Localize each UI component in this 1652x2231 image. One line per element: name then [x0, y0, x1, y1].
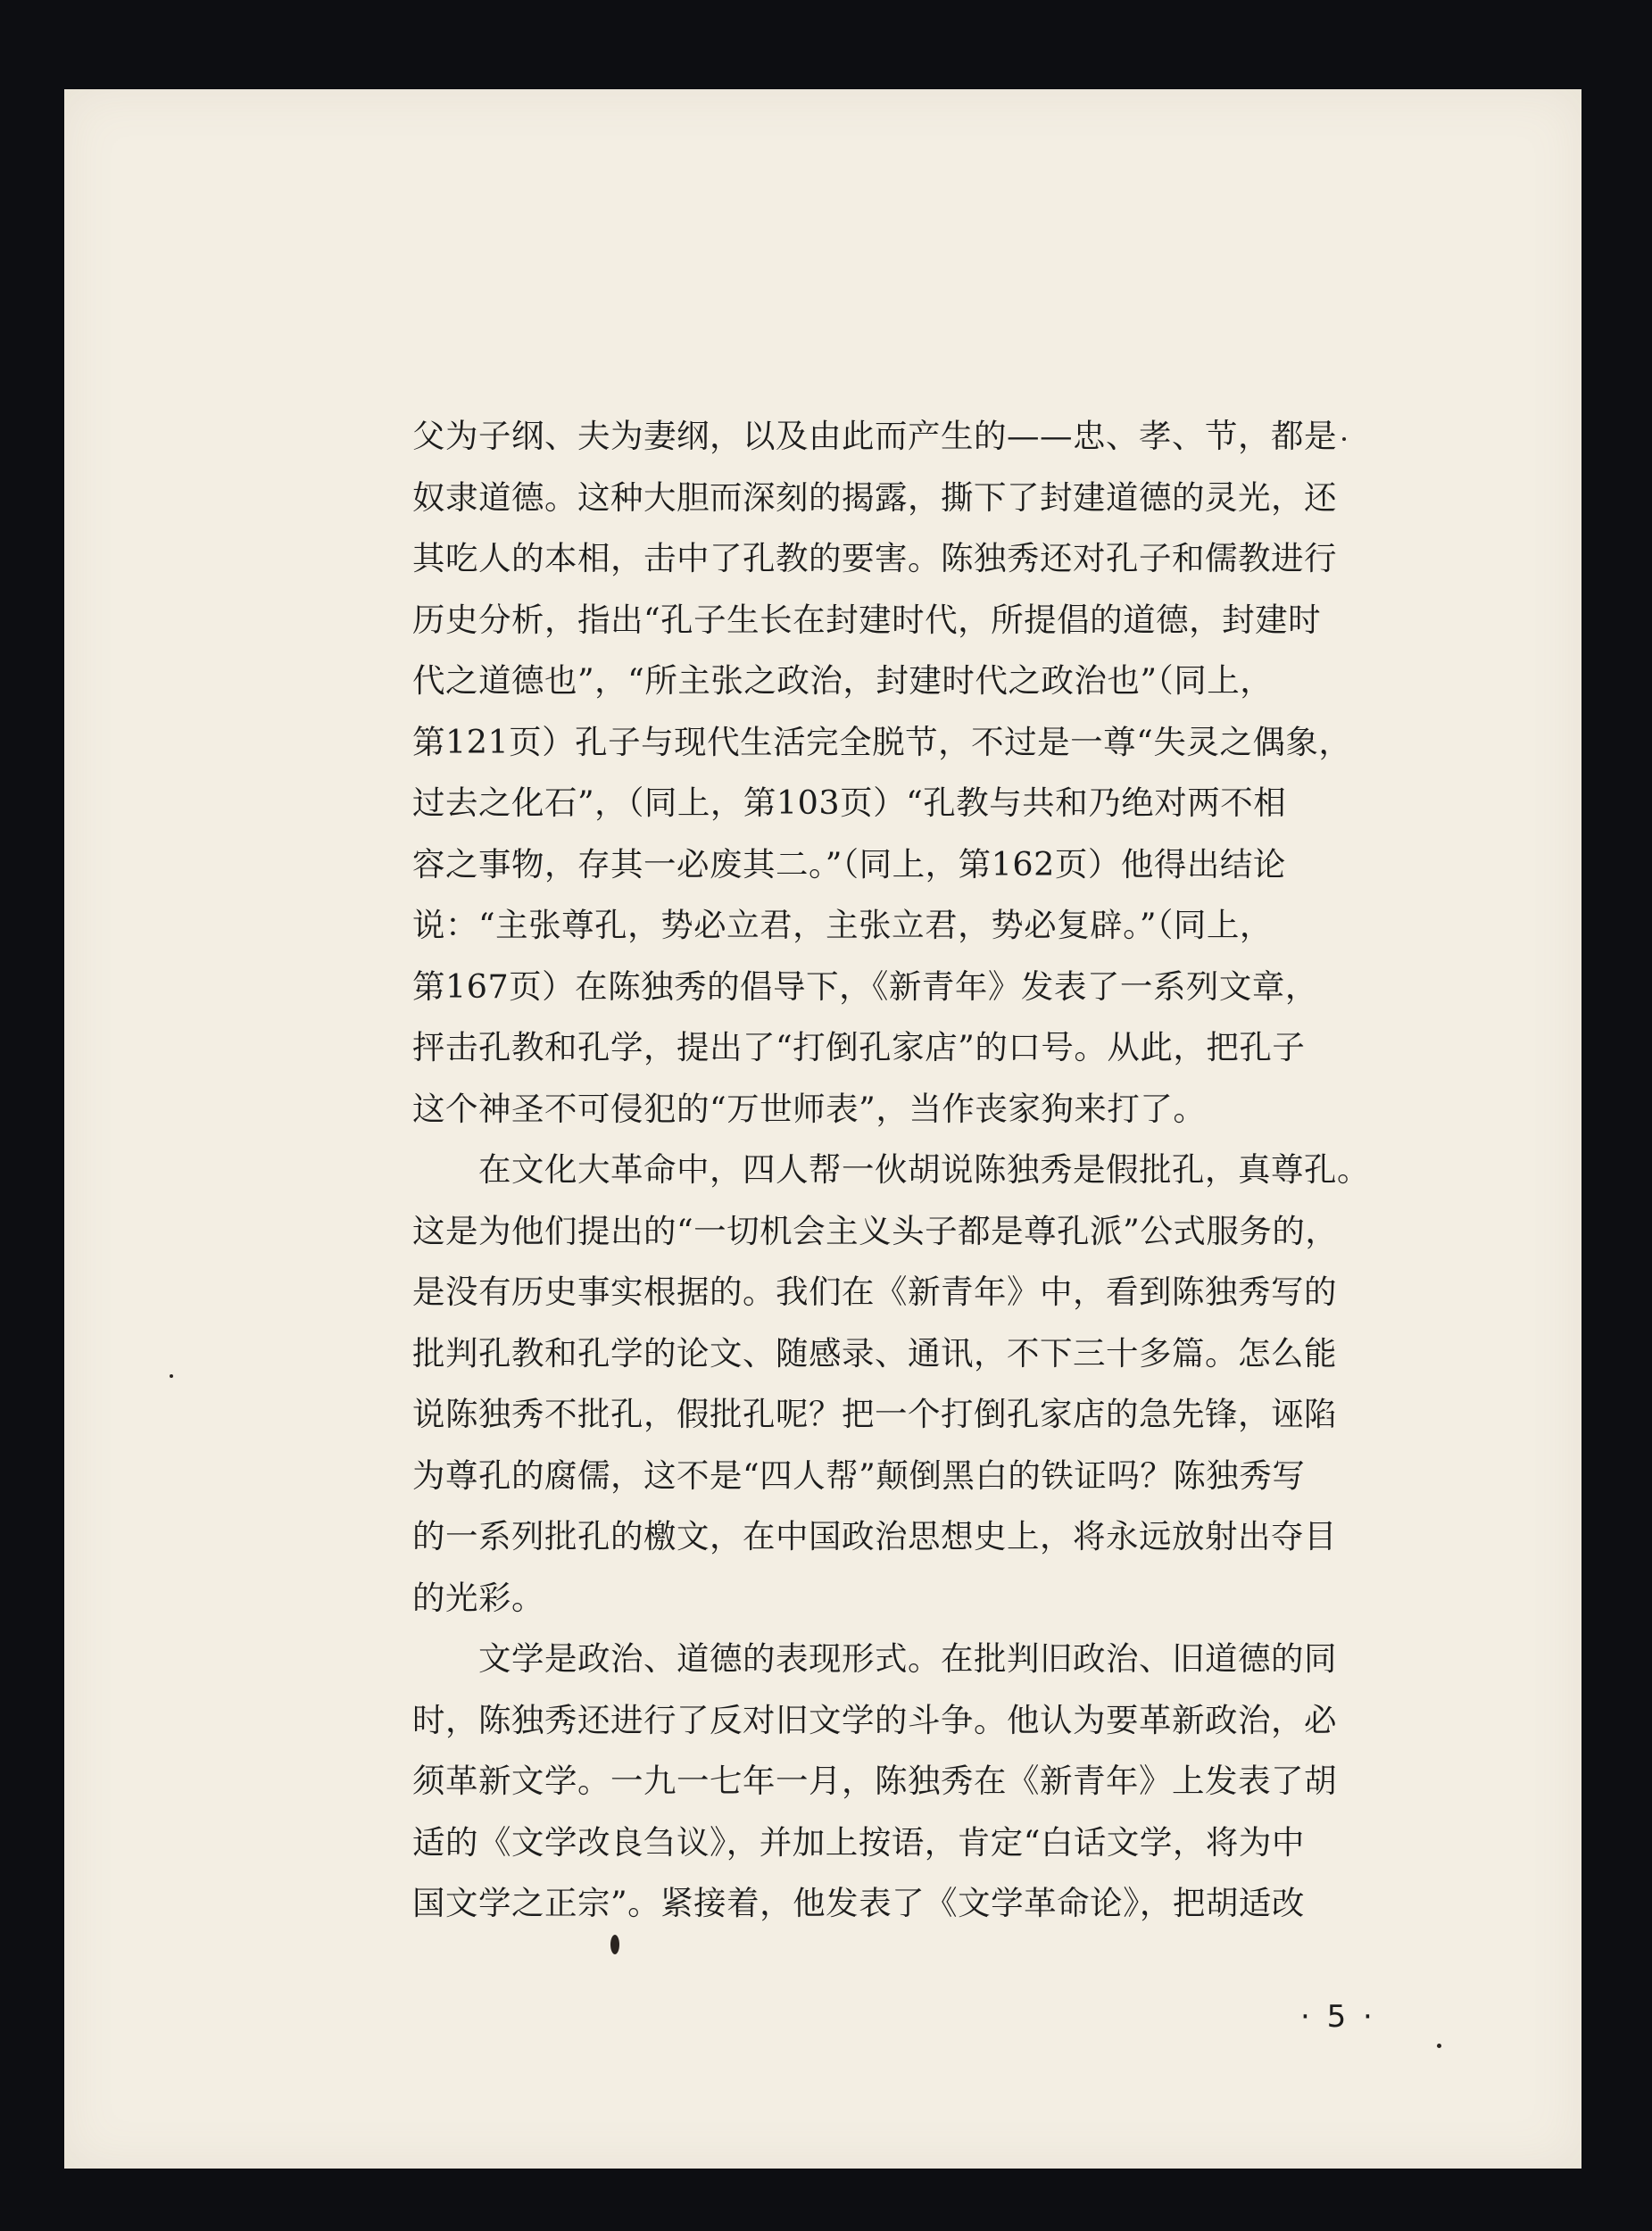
text-line: 说：“主张尊孔，势必立君，主张立君，势必复辟。”（同上，	[412, 906, 1273, 944]
text-line: 说陈独秀不批孔，假批孔呢？把一个打倒孔家店的急先锋，诬陷	[412, 1395, 1337, 1433]
text-line: 的一系列批孔的檄文，在中国政治思想史上，将永远放射出夺目	[412, 1517, 1337, 1555]
text-line: 这是为他们提出的“一切机会主义头子都是尊孔派”公式服务的，	[412, 1211, 1339, 1250]
text-line: 奴隶道德。这种大胆而深刻的揭露，撕下了封建道德的灵光，还	[412, 477, 1337, 517]
text-line: 在文化大革命中，四人帮一伙胡说陈独秀是假批孔，真尊孔。	[412, 1150, 1370, 1189]
text-line: 第121页）孔子与现代生活完全脱节，不过是一尊“失灵之偶象，	[412, 722, 1352, 761]
text-line: 其吃人的本相，击中了孔教的要害。陈独秀还对孔子和儒教进行	[412, 539, 1337, 577]
text-line: 批判孔教和孔学的论文、随感录、通讯，不下三十多篇。怎么能	[412, 1333, 1337, 1373]
text-line: 这个神圣不可侵犯的“万世师表”，当作丧家狗来打了。	[412, 1089, 1207, 1128]
body-text	[412, 406, 1439, 1935]
text-line: 历史分析，指出“孔子生长在封建时代，所提倡的道德，封建时	[412, 600, 1322, 639]
text-line: 时，陈独秀还进行了反对旧文学的斗争。他认为要革新政治，必	[412, 1700, 1337, 1739]
text-line: 父为子纲、夫为妻纲，以及由此而产生的——忠、孝、节，都是	[412, 417, 1337, 455]
text-line: 国文学之正宗”。紧接着，他发表了《文学革命论》，把胡适改	[412, 1884, 1305, 1922]
text-line: 适的《文学改良刍议》，并加上按语，肯定“白话文学，将为中	[412, 1822, 1305, 1862]
text-line: 须革新文学。一九一七年一月，陈独秀在《新青年》上发表了胡	[412, 1762, 1337, 1800]
text-line: 容之事物，存其一必废其二。”（同上，第162页）他得出结论	[412, 844, 1286, 883]
page-number: · 5 ·	[1300, 1999, 1376, 2035]
text-line: 第167页）在陈独秀的倡导下，《新青年》发表了一系列文章，	[412, 966, 1318, 1006]
text-line: 抨击孔教和孔学，提出了“打倒孔家店”的口号。从此，把孔子	[412, 1028, 1306, 1066]
text-line: 的光彩。	[412, 1578, 544, 1617]
text-line: 是没有历史事实根据的。我们在《新青年》中，看到陈独秀写的	[412, 1273, 1337, 1311]
text-line: 代之道德也”，“所主张之政治，封建时代之政治也”（同上，	[412, 661, 1274, 700]
ink-speck	[1342, 437, 1346, 441]
text-line: 过去之化石”，（同上，第103页）“孔教与共和乃绝对两不相	[412, 784, 1287, 822]
ink-speck	[170, 1374, 173, 1378]
text-line: 为尊孔的腐儒，这不是“四人帮”颠倒黑白的铁证吗？陈独秀写	[412, 1456, 1306, 1495]
ink-speck	[610, 1935, 619, 1954]
paper-sheet	[64, 89, 1581, 2169]
text-line: 文学是政治、道德的表现形式。在批判旧政治、旧道德的同	[412, 1639, 1337, 1678]
ink-speck	[1437, 2044, 1441, 2048]
